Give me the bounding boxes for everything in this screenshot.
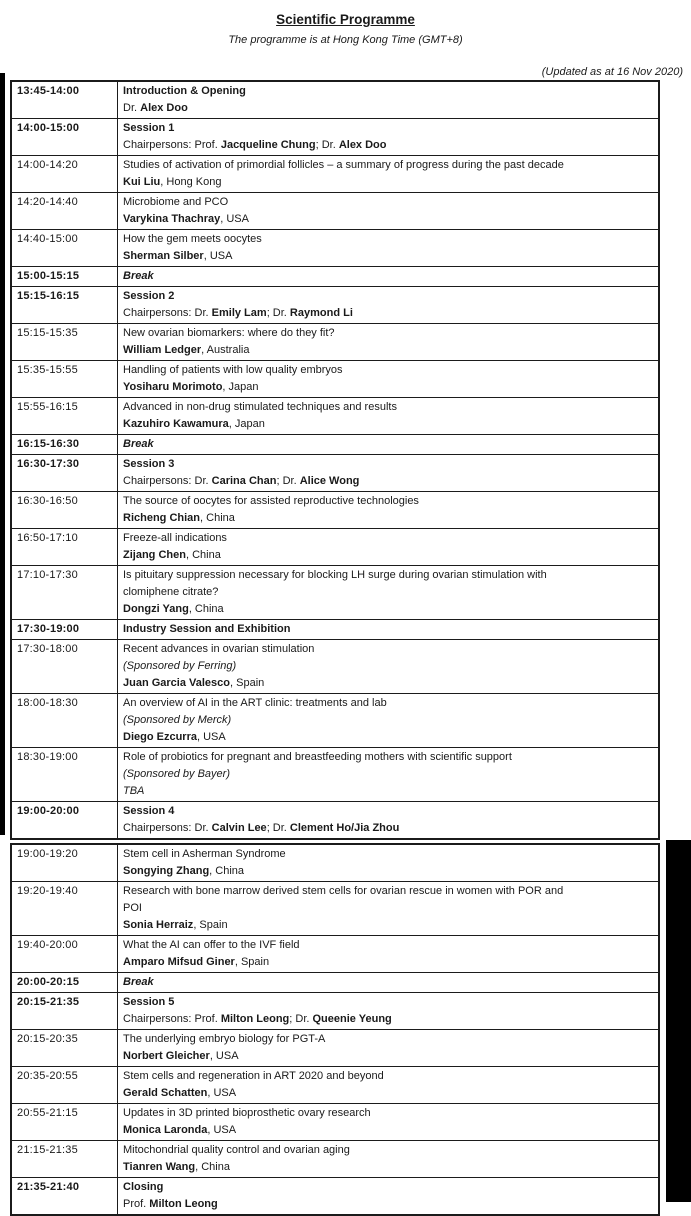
description-line: Stem cell in Asherman Syndrome <box>123 848 286 860</box>
page-title: Scientific Programme <box>276 12 415 27</box>
table-row <box>11 230 659 267</box>
description-cell <box>118 81 660 119</box>
description-cell <box>118 882 660 936</box>
description-cell <box>118 620 660 640</box>
time-cell: 20:55-21:15 <box>11 1104 118 1141</box>
table-row <box>11 492 659 529</box>
table-row <box>11 398 659 435</box>
time-cell: 15:15-15:35 <box>11 324 118 361</box>
time-cell: 19:20-19:40 <box>11 882 118 936</box>
description-line: (Sponsored by Bayer) <box>123 768 230 780</box>
table-row <box>11 936 659 973</box>
description-line: Introduction & Opening <box>123 85 246 97</box>
description-cell <box>118 1178 660 1216</box>
table-row <box>11 844 659 882</box>
description-line: Diego Ezcurra, USA <box>123 731 226 743</box>
description-cell <box>118 1104 660 1141</box>
description-line: Industry Session and Exhibition <box>123 623 291 635</box>
table-row <box>11 1067 659 1104</box>
description-line: Chairpersons: Dr. Calvin Lee; Dr. Clement Ho/Jia Zhou <box>123 822 400 834</box>
description-line: Session 3 <box>123 458 175 470</box>
time-cell: 20:15-20:35 <box>11 1030 118 1067</box>
description-line: Chairpersons: Dr. Emily Lam; Dr. Raymond Li <box>123 307 353 319</box>
description-cell <box>118 267 660 287</box>
table-row <box>11 1141 659 1178</box>
description-line: Gerald Schatten, USA <box>123 1087 237 1099</box>
description-line: Freeze-all indications <box>123 532 227 544</box>
table-row <box>11 435 659 455</box>
description-line: An overview of AI in the ART clinic: treatments and lab <box>123 697 387 709</box>
description-cell <box>118 1067 660 1104</box>
description-line: Closing <box>123 1181 164 1193</box>
description-line: Chairpersons: Prof. Milton Leong; Dr. Queenie Yeung <box>123 1013 392 1025</box>
description-cell <box>118 640 660 694</box>
table-row <box>11 1030 659 1067</box>
description-line: POI <box>123 902 142 914</box>
time-cell: 15:55-16:15 <box>11 398 118 435</box>
description-line: Varykina Thachray, USA <box>123 213 249 225</box>
table-row <box>11 748 659 802</box>
time-cell: 16:50-17:10 <box>11 529 118 566</box>
description-cell <box>118 119 660 156</box>
time-cell: 21:15-21:35 <box>11 1141 118 1178</box>
scan-artifact-left-bar <box>0 73 5 835</box>
description-line: Dr. Alex Doo <box>123 102 188 114</box>
description-cell <box>118 993 660 1030</box>
description-line: Tianren Wang, China <box>123 1161 230 1173</box>
table-row <box>11 324 659 361</box>
description-line: Dongzi Yang, China <box>123 603 224 615</box>
time-cell: 14:40-15:00 <box>11 230 118 267</box>
time-cell: 20:15-21:35 <box>11 993 118 1030</box>
description-line: Songying Zhang, China <box>123 865 245 877</box>
description-line: (Sponsored by Ferring) <box>123 660 237 672</box>
description-cell <box>118 324 660 361</box>
time-cell: 16:30-16:50 <box>11 492 118 529</box>
description-cell <box>118 566 660 620</box>
description-cell <box>118 287 660 324</box>
description-line: clomiphene citrate? <box>123 586 219 598</box>
table-row <box>11 802 659 840</box>
description-line: Kui Liu, Hong Kong <box>123 176 222 188</box>
description-line: Role of probiotics for pregnant and breastfeeding mothers with scientific support <box>123 751 512 763</box>
description-line: Mitochondrial quality control and ovarian aging <box>123 1144 350 1156</box>
time-cell: 18:00-18:30 <box>11 694 118 748</box>
description-line: Chairpersons: Prof. Jacqueline Chung; Dr. Alex Doo <box>123 139 387 151</box>
table-row <box>11 882 659 936</box>
description-line: New ovarian biomarkers: where do they fit? <box>123 327 335 339</box>
description-line: Chairpersons: Dr. Carina Chan; Dr. Alice Wong <box>123 475 360 487</box>
description-cell <box>118 694 660 748</box>
time-cell: 14:00-14:20 <box>11 156 118 193</box>
description-line: How the gem meets oocytes <box>123 233 262 245</box>
programme-table-page1 <box>10 80 660 840</box>
description-cell <box>118 1030 660 1067</box>
description-line: Stem cells and regeneration in ART 2020 and beyond <box>123 1070 384 1082</box>
updated-note: (Updated as at 16 Nov 2020) <box>541 66 683 78</box>
table-row <box>11 287 659 324</box>
table-row <box>11 566 659 620</box>
description-cell <box>118 435 660 455</box>
description-line: TBA <box>123 785 145 797</box>
table-row <box>11 1104 659 1141</box>
table-row <box>11 620 659 640</box>
description-line: Session 4 <box>123 805 175 817</box>
description-line: Prof. Milton Leong <box>123 1198 218 1210</box>
description-line: Is pituitary suppression necessary for blocking LH surge during ovarian stimulation with <box>123 569 547 581</box>
time-cell: 14:00-15:00 <box>11 119 118 156</box>
description-line: Break <box>123 438 154 450</box>
description-cell <box>118 748 660 802</box>
description-line: Sonia Herraiz, Spain <box>123 919 228 931</box>
description-cell <box>118 230 660 267</box>
description-line: William Ledger, Australia <box>123 344 250 356</box>
description-cell <box>118 455 660 492</box>
description-line: Session 5 <box>123 996 175 1008</box>
table-row <box>11 640 659 694</box>
description-cell <box>118 361 660 398</box>
table-row <box>11 81 659 119</box>
time-cell: 13:45-14:00 <box>11 81 118 119</box>
table-row <box>11 993 659 1030</box>
time-cell: 15:15-16:15 <box>11 287 118 324</box>
description-cell <box>118 844 660 882</box>
time-cell: 16:30-17:30 <box>11 455 118 492</box>
table-row <box>11 267 659 287</box>
description-line: Amparo Mifsud Giner, Spain <box>123 956 270 968</box>
description-line: Juan Garcia Valesco, Spain <box>123 677 265 689</box>
time-cell: 15:00-15:15 <box>11 267 118 287</box>
page-subtitle: The programme is at Hong Kong Time (GMT+8) <box>228 34 463 46</box>
time-cell: 21:35-21:40 <box>11 1178 118 1216</box>
table-row <box>11 193 659 230</box>
description-line: Handling of patients with low quality embryos <box>123 364 343 376</box>
table-row <box>11 694 659 748</box>
time-cell: 14:20-14:40 <box>11 193 118 230</box>
table-row <box>11 119 659 156</box>
description-line: Yosiharu Morimoto, Japan <box>123 381 259 393</box>
description-line: Microbiome and PCO <box>123 196 229 208</box>
time-cell: 19:00-19:20 <box>11 844 118 882</box>
description-cell <box>118 193 660 230</box>
table-row <box>11 1178 659 1216</box>
description-cell <box>118 156 660 193</box>
description-cell <box>118 398 660 435</box>
description-cell <box>118 973 660 993</box>
description-line: The underlying embryo biology for PGT-A <box>123 1033 326 1045</box>
description-line: What the AI can offer to the IVF field <box>123 939 300 951</box>
time-cell: 16:15-16:30 <box>11 435 118 455</box>
description-line: Session 1 <box>123 122 175 134</box>
description-line: Zijang Chen, China <box>123 549 221 561</box>
description-cell <box>118 802 660 840</box>
table-row <box>11 361 659 398</box>
description-cell <box>118 936 660 973</box>
description-line: Session 2 <box>123 290 175 302</box>
description-line: Break <box>123 976 154 988</box>
programme-table-page2 <box>10 843 660 1216</box>
description-line: Sherman Silber, USA <box>123 250 233 262</box>
description-line: Advanced in non-drug stimulated techniques and results <box>123 401 397 413</box>
description-line: Research with bone marrow derived stem cells for ovarian rescue in women with POR and <box>123 885 564 897</box>
description-cell <box>118 492 660 529</box>
time-cell: 20:00-20:15 <box>11 973 118 993</box>
description-line: Break <box>123 270 154 282</box>
description-line: Studies of activation of primordial follicles – a summary of progress during the past decade <box>123 159 564 171</box>
table-row <box>11 156 659 193</box>
time-cell: 20:35-20:55 <box>11 1067 118 1104</box>
description-cell <box>118 1141 660 1178</box>
description-line: Monica Laronda, USA <box>123 1124 237 1136</box>
description-cell <box>118 529 660 566</box>
description-line: Norbert Gleicher, USA <box>123 1050 239 1062</box>
time-cell: 19:00-20:00 <box>11 802 118 840</box>
description-line: The source of oocytes for assisted reproductive technologies <box>123 495 419 507</box>
time-cell: 17:10-17:30 <box>11 566 118 620</box>
time-cell: 17:30-18:00 <box>11 640 118 694</box>
table-row <box>11 529 659 566</box>
scan-artifact-right-bar <box>666 840 691 1202</box>
time-cell: 15:35-15:55 <box>11 361 118 398</box>
description-line: Kazuhiro Kawamura, Japan <box>123 418 265 430</box>
description-line: Recent advances in ovarian stimulation <box>123 643 315 655</box>
time-cell: 18:30-19:00 <box>11 748 118 802</box>
time-cell: 17:30-19:00 <box>11 620 118 640</box>
table-row <box>11 973 659 993</box>
time-cell: 19:40-20:00 <box>11 936 118 973</box>
description-line: (Sponsored by Merck) <box>123 714 232 726</box>
description-line: Richeng Chian, China <box>123 512 235 524</box>
description-line: Updates in 3D printed bioprosthetic ovary research <box>123 1107 371 1119</box>
table-row <box>11 455 659 492</box>
